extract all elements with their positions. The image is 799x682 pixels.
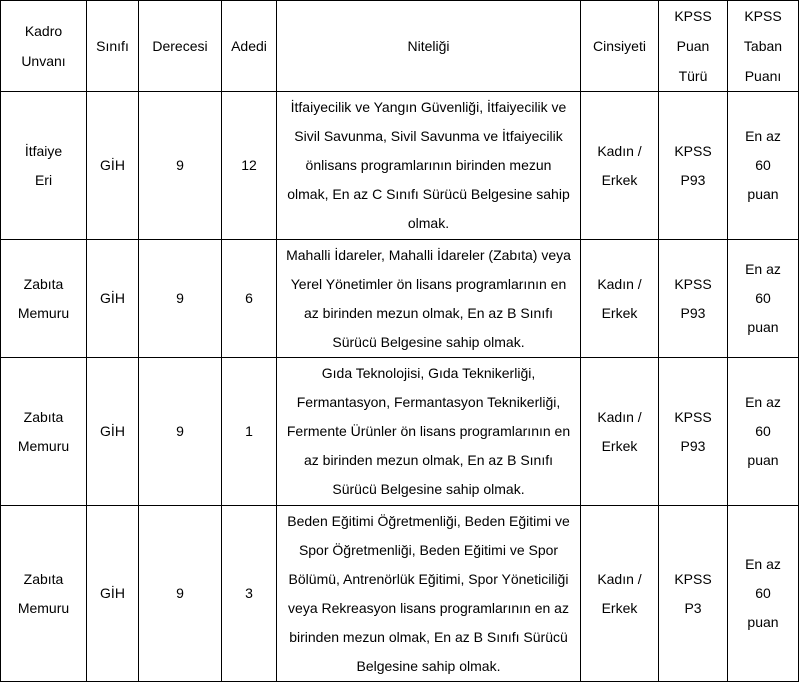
cell-line: Memuru — [17, 437, 70, 454]
cell-puan-turu — [659, 358, 728, 506]
nitelik-line: Sürücü Belgesine sahip olmak. — [332, 333, 525, 350]
table-row — [1, 506, 799, 682]
cell-taban-puan — [728, 240, 799, 358]
nitelik-line: İtfaiyecilik ve Yangın Güvenliği, İtfaiyecilik ve — [290, 99, 567, 115]
cell-line: KPSS — [674, 142, 712, 159]
cell-line: P93 — [680, 437, 706, 454]
nitelik-line: Sivil Savunma, Sivil Savunma ve İtfaiyecilik — [294, 128, 563, 144]
cell-derece: 9 — [139, 506, 222, 682]
cell-line: Kadın / — [597, 275, 642, 292]
cell-taban-puan — [728, 358, 799, 506]
nitelik-line: olmak. — [407, 215, 450, 231]
cell-line: En az — [745, 394, 781, 410]
cell-cinsiyet — [581, 358, 659, 506]
cell-unvan — [1, 92, 87, 240]
cell-adet: 6 — [222, 240, 277, 358]
cell-adet: 1 — [222, 358, 277, 506]
cell-unvan — [1, 240, 87, 358]
cell-sinif: GİH — [87, 358, 139, 506]
header-line: Unvanı — [21, 53, 66, 69]
nitelik-line: Fermantasyon, Fermantasyon Teknikerliği, — [296, 394, 561, 410]
nitelik-line: Mahalli İdareler, Mahalli İdareler (Zabıta) veya — [286, 246, 571, 263]
cell-line: 60 — [755, 157, 771, 173]
header-adedi — [222, 1, 277, 92]
cell-line: Erkek — [601, 171, 638, 188]
nitelik-line: Yerel Yönetimler ön lisans programlarının en — [290, 275, 567, 292]
nitelik-line: Sürücü Belgesine sahip olmak. — [332, 481, 525, 497]
cell-taban-puan — [728, 506, 799, 682]
cell-line: 60 — [755, 423, 771, 439]
cell-line: puan — [747, 319, 779, 335]
cell-line: En az — [745, 556, 781, 572]
nitelik-line: Bölümü, Antrenörlük Eğitimi, Spor Yöneticiliği — [288, 570, 569, 587]
table-row — [1, 240, 799, 358]
nitelik-line: önlisans programlarının birinden mezun — [305, 157, 552, 173]
nitelik-line: az birinden mezun olmak, En az B Sınıfı — [303, 452, 553, 468]
header-line: KPSS — [674, 8, 712, 24]
nitelik-line: Gıda Teknolojisi, Gıda Teknikerliği, — [321, 365, 536, 381]
cell-line: puan — [747, 186, 779, 202]
cell-adet: 12 — [222, 92, 277, 240]
cell-nitelik — [277, 506, 581, 682]
header-line: Türü — [678, 68, 708, 84]
header-cinsiyeti — [581, 1, 659, 92]
cell-line: KPSS — [674, 275, 712, 292]
cell-nitelik — [277, 92, 581, 240]
nitelik-line: Spor Öğretmenliği, Beden Eğitimi ve Spor — [298, 541, 559, 558]
nitelik-line: veya Rekreasyon lisans programlarının en az — [288, 599, 569, 616]
cell-sinif: GİH — [87, 92, 139, 240]
cell-line: 60 — [755, 290, 771, 306]
header-niteligi — [277, 1, 581, 92]
cell-line: Zabıta — [23, 570, 64, 587]
cell-line: En az — [745, 128, 781, 144]
cell-line: Erkek — [601, 437, 638, 454]
header-line: Puan — [676, 38, 710, 54]
nitelik-line: Beden Eğitimi Öğretmenliği, Beden Eğitimi ve — [287, 512, 570, 529]
cell-adet: 3 — [222, 506, 277, 682]
cell-line: 60 — [755, 585, 771, 601]
cell-line: P93 — [680, 171, 706, 188]
cell-derece: 9 — [139, 358, 222, 506]
cell-line: Erkek — [601, 304, 638, 321]
cell-line: P3 — [684, 599, 702, 616]
cell-line: Kadın / — [597, 408, 642, 425]
header-line: KPSS — [744, 8, 782, 24]
header-line: Sınıfı — [96, 38, 129, 54]
nitelik-line: birinden mezun olmak, En az B Sınıfı Sürücü — [289, 628, 568, 645]
cell-sinif: GİH — [87, 240, 139, 358]
header-line: Cinsiyeti — [593, 38, 646, 54]
header-line: Puanı — [744, 68, 782, 84]
cell-line: Zabıta — [23, 408, 64, 425]
cell-nitelik — [277, 358, 581, 506]
cell-unvan — [1, 358, 87, 506]
table-row — [1, 358, 799, 506]
cell-line: Eri — [34, 171, 53, 188]
cell-cinsiyet — [581, 506, 659, 682]
cell-line: KPSS — [674, 408, 712, 425]
cell-unvan — [1, 506, 87, 682]
cell-cinsiyet — [581, 92, 659, 240]
cell-line: Memuru — [17, 304, 70, 321]
cell-derece: 9 — [139, 92, 222, 240]
cell-line: İtfaiye — [24, 142, 63, 159]
cell-line: P93 — [680, 304, 706, 321]
cell-puan-turu — [659, 240, 728, 358]
cell-line: En az — [745, 261, 781, 277]
header-line: Taban — [743, 38, 783, 54]
header-sinifi — [87, 1, 139, 92]
cell-line: Zabıta — [23, 275, 64, 292]
header-line: Niteliği — [407, 38, 450, 54]
nitelik-line: az birinden mezun olmak, En az B Sınıfı — [303, 304, 553, 321]
cell-line: puan — [747, 452, 779, 468]
header-line: Adedi — [231, 38, 267, 54]
cell-sinif: GİH — [87, 506, 139, 682]
cell-line: KPSS — [674, 570, 712, 587]
header-row — [1, 1, 799, 92]
cell-puan-turu — [659, 92, 728, 240]
header-kpss-taban-puani — [728, 1, 799, 92]
cell-line: Kadın / — [597, 570, 642, 587]
cell-nitelik — [277, 240, 581, 358]
cell-derece: 9 — [139, 240, 222, 358]
table-row — [1, 92, 799, 240]
nitelik-line: olmak, En az C Sınıfı Sürücü Belgesine sahip — [287, 186, 570, 202]
nitelik-line: Belgesine sahip olmak. — [356, 657, 501, 674]
cell-cinsiyet — [581, 240, 659, 358]
cell-line: Memuru — [17, 599, 70, 616]
header-derecesi — [139, 1, 222, 92]
header-line: Kadro — [24, 23, 63, 39]
header-kpss-puan-turu — [659, 1, 728, 92]
header-kadro-unvani — [1, 1, 87, 92]
cell-taban-puan — [728, 92, 799, 240]
nitelik-line: Fermente Ürünler ön lisans programlarının en — [286, 423, 571, 439]
cell-puan-turu — [659, 506, 728, 682]
header-line: Derecesi — [152, 38, 208, 54]
cell-line: Erkek — [601, 599, 638, 616]
cell-line: Kadın / — [597, 142, 642, 159]
cell-line: puan — [747, 614, 779, 630]
